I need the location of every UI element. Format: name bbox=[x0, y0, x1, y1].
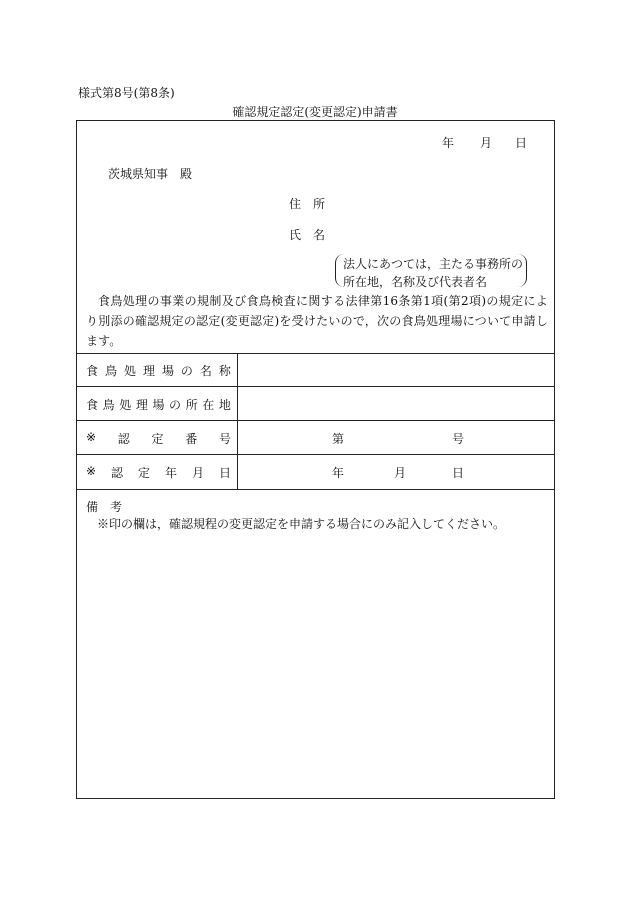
label-char: 定 bbox=[138, 466, 151, 480]
facility-location-label bbox=[86, 396, 231, 413]
label-char: 年 bbox=[165, 466, 178, 480]
date-month: 月 bbox=[480, 136, 493, 150]
certification-number-prefix: 第 bbox=[332, 432, 345, 446]
certification-date-label bbox=[86, 464, 231, 481]
corporate-note-line1: 法人にあつては，主たる事務所の bbox=[343, 257, 524, 271]
label-char: 番 bbox=[185, 432, 198, 446]
label-char: 理 bbox=[142, 364, 155, 378]
table-divider bbox=[77, 353, 554, 354]
label-char: 理 bbox=[135, 398, 148, 412]
label-char: 名 bbox=[199, 364, 212, 378]
label-char: 認 bbox=[117, 432, 130, 446]
label-char: 食 bbox=[86, 398, 99, 412]
label-char: 地 bbox=[218, 398, 231, 412]
label-char: ※ bbox=[86, 430, 97, 444]
label-char: の bbox=[180, 364, 193, 378]
facility-name-label bbox=[86, 362, 231, 379]
certification-number-label bbox=[86, 430, 231, 447]
label-char: 処 bbox=[119, 398, 132, 412]
certification-date-year: 年 bbox=[332, 466, 345, 480]
remarks-label: 備 考 bbox=[86, 500, 123, 514]
certification-date-month: 月 bbox=[394, 466, 407, 480]
form-number: 様式第8号(第8条) bbox=[78, 86, 175, 100]
label-char: 鳥 bbox=[104, 364, 117, 378]
label-char: 場 bbox=[161, 364, 174, 378]
table-divider bbox=[77, 454, 554, 455]
application-statement: 食鳥処理の事業の規制及び食鳥検査に関する法律第16条第1項(第2項)の規定により別添の確認規定の認定(変更認定)を受けたいので，次の食鳥処理場について申請します。 bbox=[86, 294, 548, 348]
application-form bbox=[76, 120, 555, 799]
label-char: 称 bbox=[218, 364, 231, 378]
label-char: 認 bbox=[111, 466, 124, 480]
address-label: 住 所 bbox=[289, 197, 326, 211]
label-char: 食 bbox=[86, 364, 99, 378]
date-year: 年 bbox=[442, 136, 455, 150]
table-column-divider bbox=[237, 353, 238, 489]
label-char: 処 bbox=[123, 364, 136, 378]
table-divider bbox=[77, 386, 554, 387]
date-day: 日 bbox=[515, 136, 528, 150]
addressee: 茨城県知事 殿 bbox=[108, 167, 193, 181]
table-divider bbox=[77, 420, 554, 421]
label-char: 所 bbox=[185, 398, 198, 412]
certification-number-suffix: 号 bbox=[452, 432, 465, 446]
label-char: の bbox=[169, 398, 182, 412]
name-label: 氏 名 bbox=[289, 228, 326, 242]
label-char: 在 bbox=[202, 398, 215, 412]
certification-date-day: 日 bbox=[452, 466, 465, 480]
label-char: 月 bbox=[191, 466, 204, 480]
corporate-note-line2: 所在地，名称及び代表者名 bbox=[343, 275, 488, 289]
label-char: 号 bbox=[218, 432, 231, 446]
document-title: 確認規定認定(変更認定)申請書 bbox=[232, 105, 398, 119]
label-char: 場 bbox=[152, 398, 165, 412]
remarks-note: ※印の欄は，確認規程の変更認定を申請する場合にのみ記入してください。 bbox=[97, 517, 506, 531]
label-char: ※ bbox=[86, 464, 97, 478]
table-divider bbox=[77, 489, 554, 490]
label-char: 日 bbox=[218, 466, 231, 480]
label-char: 定 bbox=[151, 432, 164, 446]
label-char: 鳥 bbox=[102, 398, 115, 412]
